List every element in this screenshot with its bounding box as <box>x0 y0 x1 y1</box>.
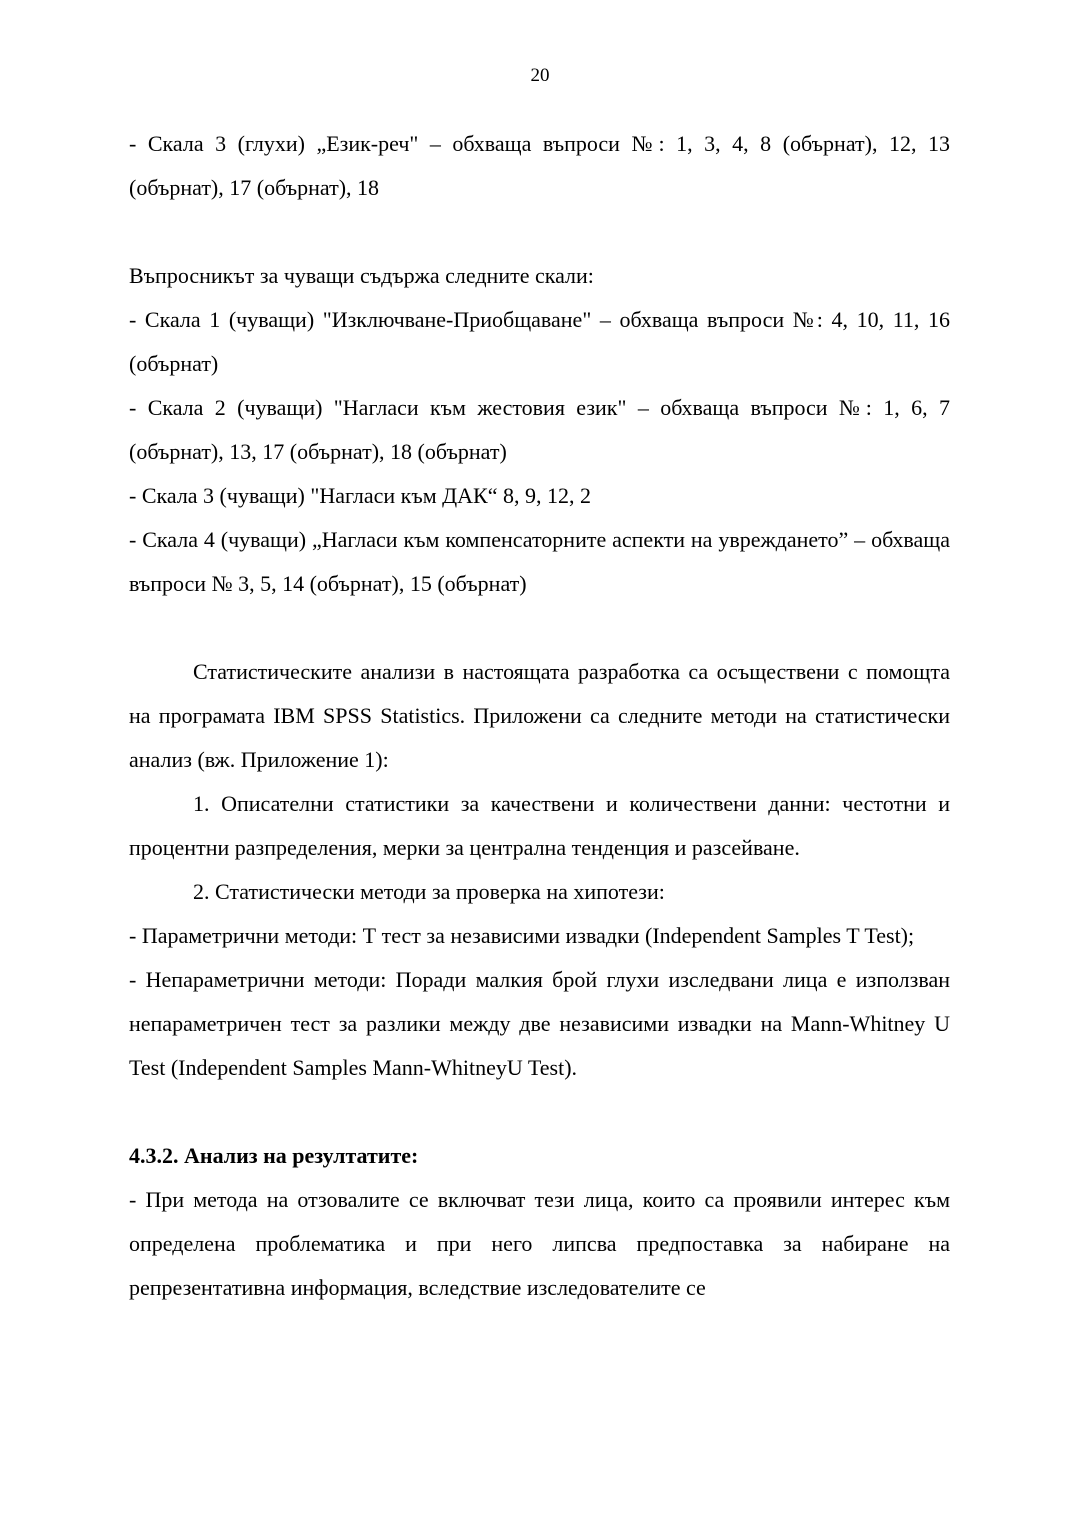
document-body <box>129 122 950 1310</box>
spacer <box>129 606 950 650</box>
scale-1-hearing: - Скала 1 (чуващи) "Изключване-Приобщаване" – обхваща въпроси №: 4, 10, 11, 16 (обърнат) <box>129 307 950 376</box>
nonparametric-methods: - Непараметрични методи: Поради малкия брой глухи изследвани лица е използван непараметричен тест за разлики между две независими извадки на Mann-Whitney U Test (Independent Samples Mann-WhitneyU Test). <box>129 967 950 1080</box>
scale-4-hearing: - Скала 4 (чуващи) „Нагласи към компенсаторните аспекти на увреждането” – обхваща въпроси № 3, 5, 14 (обърнат), 15 (обърнат) <box>129 527 950 596</box>
parametric-methods: - Параметрични методи: Т тест за независими извадки (Independent Samples T Test); <box>129 923 915 948</box>
results-paragraph: - При метода на отзовалите се включват тези лица, които са проявили интерес към определена проблематика и при него липсва предпоставка за набиране на репрезентативна информация, вследствие изследователите се <box>129 1187 950 1300</box>
spacer <box>129 1090 950 1134</box>
statistical-analyses-paragraph: Статистическите анализи в настоящата разработка са осъществени с помощта на програмата IBM SPSS Statistics. Приложени са следните методи на статистически анализ (вж. Приложение 1): <box>129 659 950 772</box>
method-1-descriptive: 1. Описателни статистики за качествени и количествени данни: честотни и процентни разпределения, мерки за централна тенденция и разсейване. <box>129 791 950 860</box>
section-heading: 4.3.2. Анализ на резултатите: <box>129 1143 419 1168</box>
scale-3-deaf: - Скала 3 (глухи) „Език-реч" – обхваща въпроси №: 1, 3, 4, 8 (обърнат), 12, 13 (обърнат), 17 (обърнат), 18 <box>129 131 950 200</box>
page-number: 20 <box>530 65 550 86</box>
method-2-hypothesis: 2. Статистически методи за проверка на хипотези: <box>193 879 665 904</box>
scale-3-hearing: - Скала 3 (чуващи) "Нагласи към ДАК“ 8, 9, 12, 2 <box>129 483 591 508</box>
hearing-questionnaire-intro: Въпросникът за чуващи съдържа следните скали: <box>129 263 594 288</box>
scale-2-hearing: - Скала 2 (чуващи) "Нагласи към жестовия език" – обхваща въпроси №: 1, 6, 7 (обърнат), 13, 17 (обърнат), 18 (обърнат) <box>129 395 950 464</box>
spacer <box>129 210 950 254</box>
